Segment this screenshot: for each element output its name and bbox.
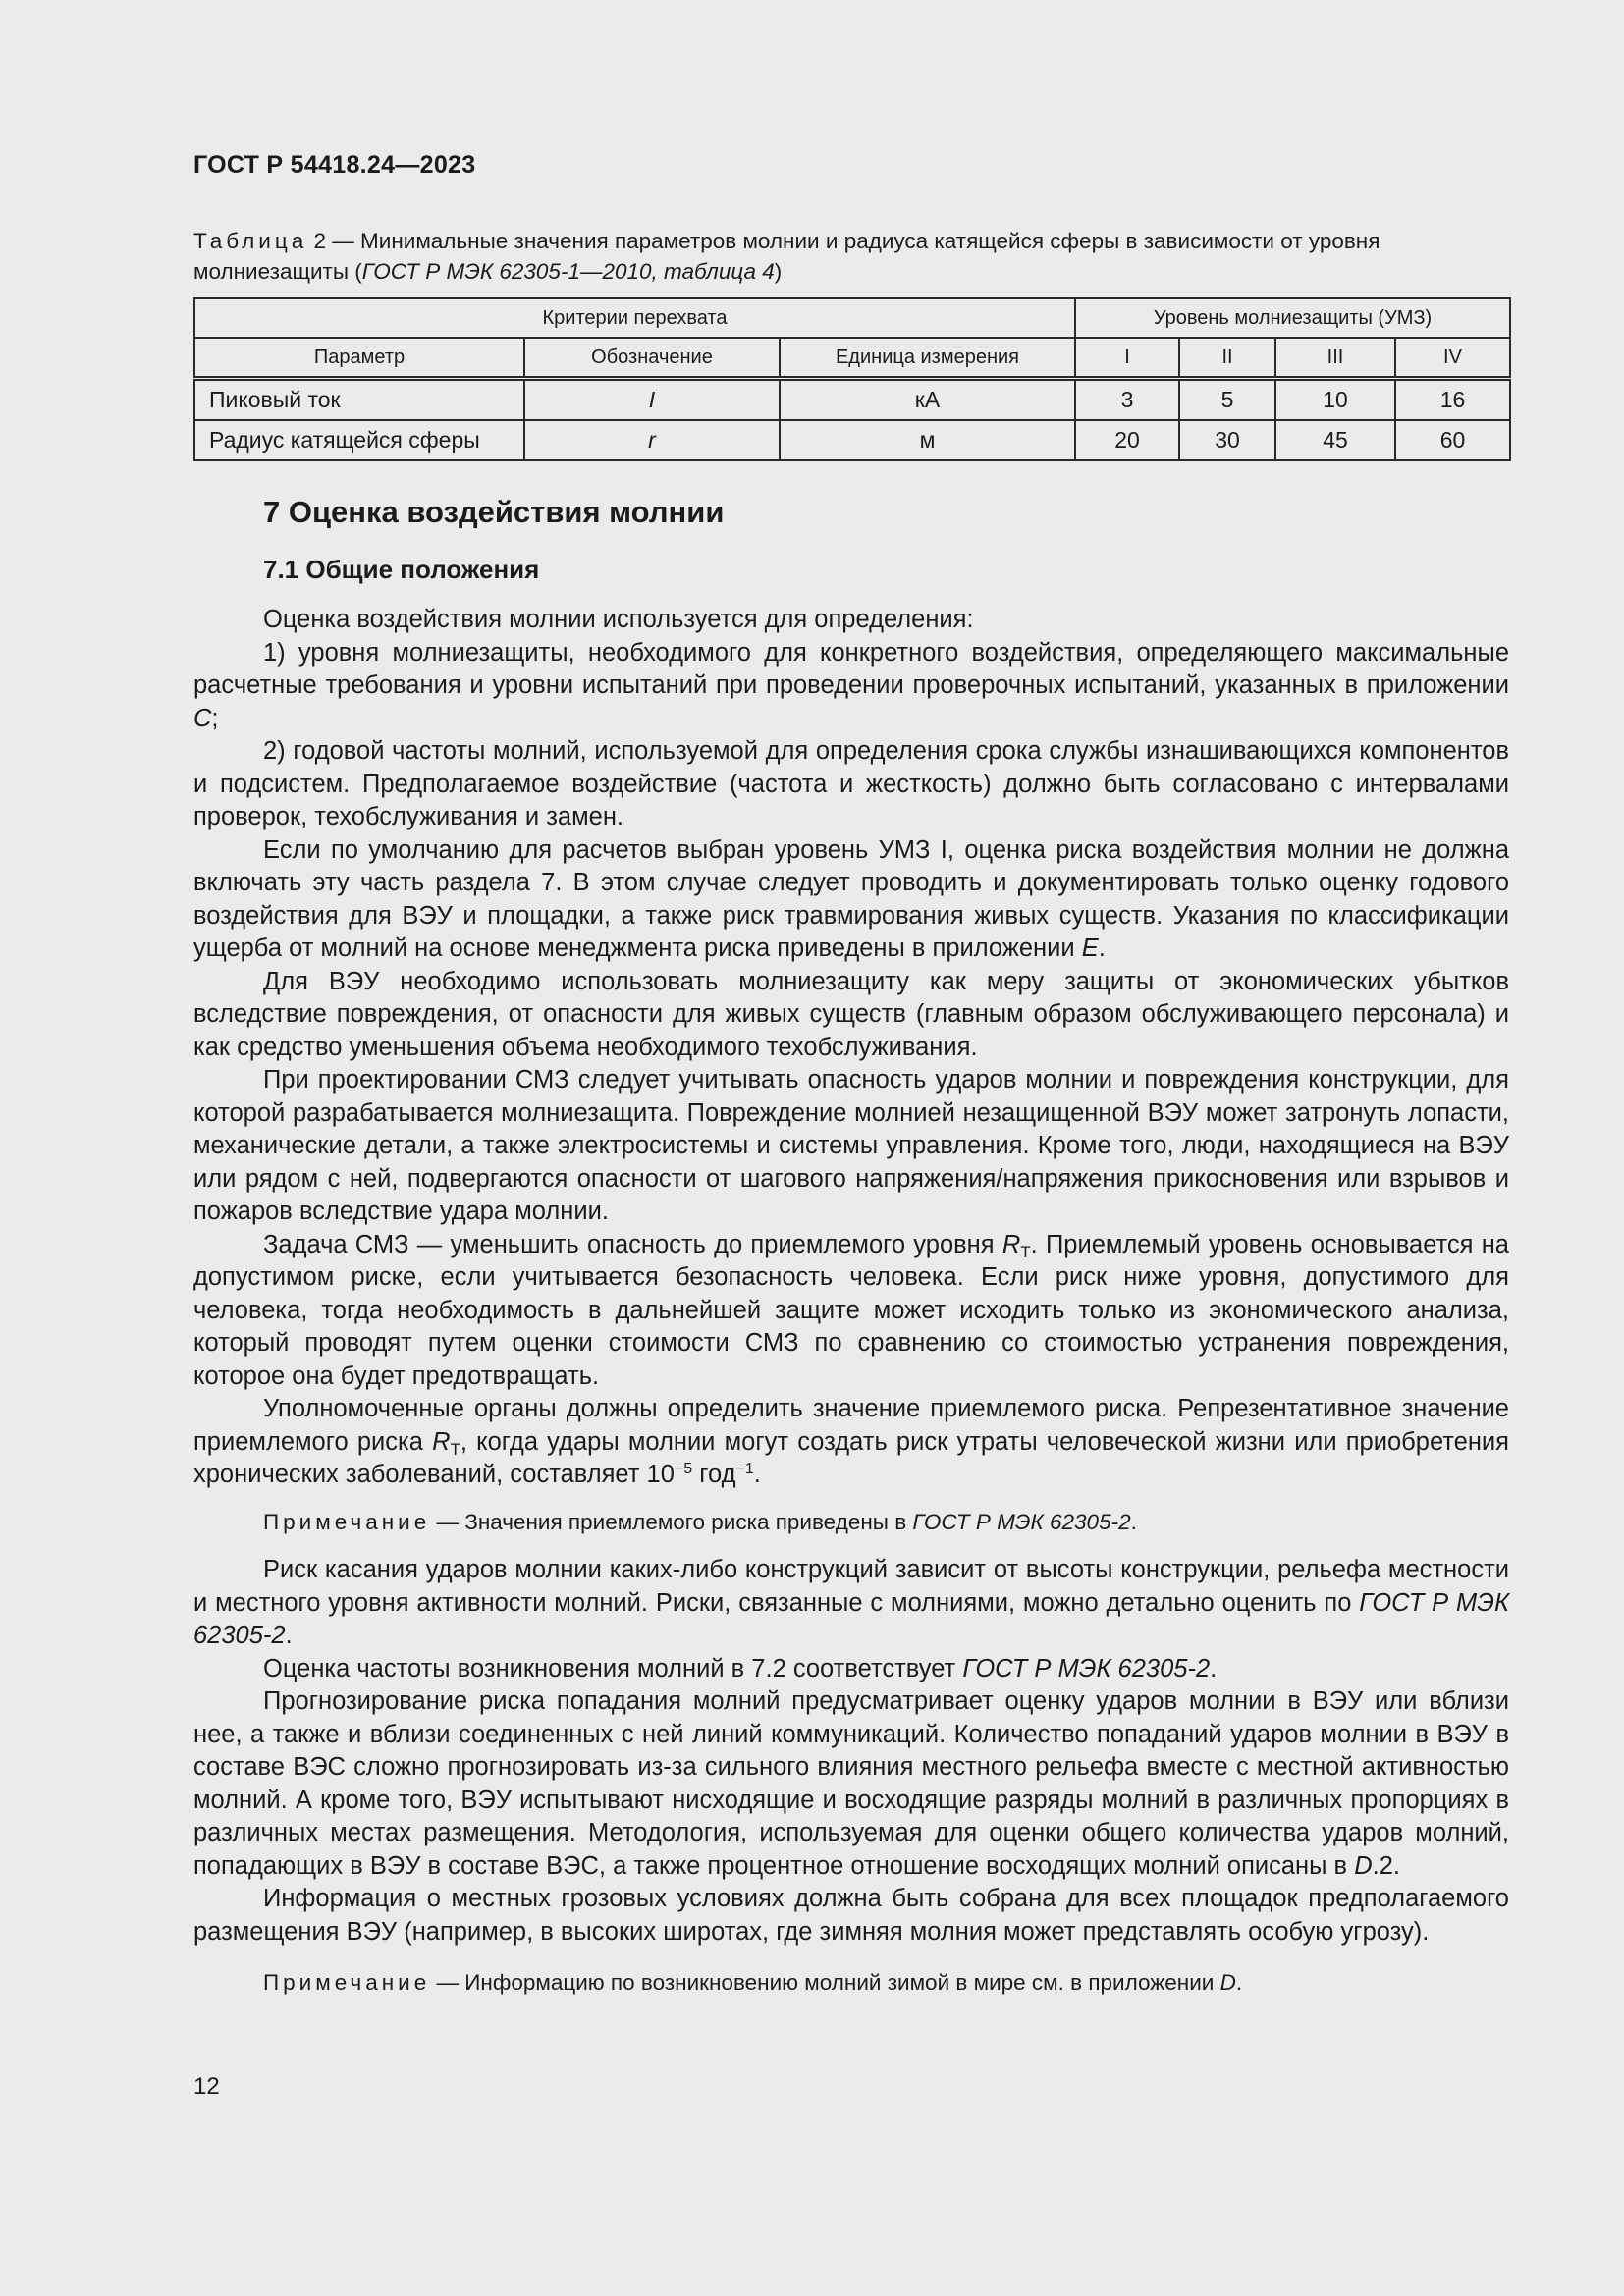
- row-symbol-text: r: [648, 427, 656, 453]
- note: [193, 1966, 1509, 2000]
- paragraph-text: Если по умолчанию для расчетов выбран уровень УМЗ I, оценка риска воздействия молнии не должна включать эту часть раздела 7. В этом случае следует проводить и документировать только оценку годового воздействия для ВЭУ и площадки, а также риск травмирования живых существ. Указания по классификации ущерба от молний на основе менеджмента риска приведены в приложении: [193, 835, 1509, 962]
- column-header-level-i: I: [1075, 338, 1179, 379]
- paragraph-text: . Приемлемый уровень основывается на допустимом риске, если учитывается безопасность человека. Если риск ниже уровня, допустимого для человека, тогда необходимость в дальнейшей защите может исходить только из экономического анализа, который проводят путем оценки стоимости СМЗ по сравнению со стоимостью устранения повреждения, которое она будет предотвращать.: [193, 1230, 1509, 1390]
- table-column-header-row: [194, 338, 1510, 379]
- row-symbol: [524, 379, 780, 421]
- paragraph-text: .: [753, 1461, 761, 1488]
- risk-symbol-subscript: T: [1020, 1242, 1031, 1261]
- row-symbol: [524, 420, 780, 460]
- table-caption-reference: ГОСТ Р МЭК 62305-1—2010, таблица 4: [361, 259, 775, 284]
- paragraph: [193, 1685, 1509, 1883]
- column-header-level-iv: IV: [1395, 338, 1510, 379]
- paragraph: Оценка воздействия молнии используется для определения:: [263, 606, 974, 633]
- group-header-criteria: Критерии перехвата: [194, 298, 1075, 338]
- row-value-level-i: 20: [1075, 420, 1179, 460]
- annex-reference: D: [1219, 1970, 1236, 1995]
- row-value-level-iv: 60: [1395, 420, 1510, 460]
- row-value-level-ii: 30: [1179, 420, 1275, 460]
- paragraph-text: 1) уровня молниезащиты, необходимого для конкретного воздействия, определяющего максимальные расчетные требования и уровни испытаний при проведении проверочных испытаний, указанных в приложении: [193, 638, 1509, 699]
- table-caption-close: ): [774, 259, 783, 284]
- paragraph: 2) годовой частоты молний, используемой для определения срока службы изнашивающихся компонентов и подсистем. Предполагаемое воздействие (частота и жесткость) должно быть согласовано с интервалами проверок, техобслуживания и замен.: [193, 737, 1509, 830]
- standard-reference: ГОСТ Р МЭК 62305-2: [193, 1588, 1509, 1649]
- page-number: 12: [193, 2073, 220, 2100]
- paragraph: [193, 1554, 1509, 1653]
- annex-reference: С: [193, 704, 212, 732]
- paragraph-text: .: [1098, 934, 1106, 962]
- paragraph-text: .: [285, 1622, 293, 1649]
- annex-reference: Е: [1081, 934, 1099, 962]
- column-header-level-ii: II: [1179, 338, 1275, 379]
- paragraph-text: Прогнозирование риска попадания молний предусматривает оценку ударов молнии в ВЭУ или вблизи нее, а также и вблизи соединенных с ней линий коммуникаций. Количество попаданий ударов молнии в ВЭУ в составе ВЭС сложно прогнозировать из-за сильного влияния местного рельефа вместе с местной активностью молний. А кроме того, ВЭУ испытывают нисходящие и восходящие разряды молний в различных пропорциях в различных местах размещения. Методология, используемая для оценки общего количества ударов молний, попадающих в ВЭУ в составе ВЭС, а также процентное отношение восходящих молний описаны в: [193, 1687, 1509, 1880]
- paragraph: [193, 834, 1509, 966]
- row-unit: кА: [780, 379, 1075, 421]
- row-symbol-text: I: [648, 387, 656, 412]
- table-caption-label: Таблица: [193, 229, 308, 253]
- paragraph-text: .: [1210, 1654, 1218, 1682]
- risk-symbol: R: [432, 1427, 451, 1456]
- standard-reference: ГОСТ Р МЭК 62305-2: [912, 1509, 1131, 1534]
- exponent: −5: [674, 1461, 693, 1477]
- row-value-level-iv: 16: [1395, 379, 1510, 421]
- annex-reference: D: [1354, 1851, 1373, 1880]
- risk-symbol: R: [1001, 1230, 1021, 1258]
- paragraph-text: Оценка частоты возникновения молний в 7.2 соответствует: [263, 1654, 963, 1682]
- section-heading: 7 Оценка воздействия молнии: [263, 495, 725, 529]
- paragraph: При проектировании СМЗ следует учитывать опасность ударов молнии и повреждения конструкции, для которой разрабатывается молниезащита. Повреждение молнией незащищенной ВЭУ может затронуть лопасти, механические детали, а также электросистемы и системы управления. Кроме того, люди, находящиеся на ВЭУ или рядом с ней, подвергаются опасности от шагового напряжения/напряжения прикосновения или взрывов и пожаров вследствие удара молнии.: [193, 1066, 1509, 1225]
- paragraph-text: год: [692, 1461, 736, 1488]
- row-value-level-i: 3: [1075, 379, 1179, 421]
- row-value-level-iii: 45: [1275, 420, 1395, 460]
- table-caption-number: 2: [313, 229, 327, 253]
- table-caption-text: — Минимальные значения параметров молнии и радиуса катящейся сферы в зависимости от уровня молниезащиты (: [193, 229, 1380, 284]
- note-label: Примечание: [263, 1509, 431, 1534]
- paragraph: [193, 1393, 1509, 1492]
- note: [193, 1506, 1509, 1539]
- standard-reference: ГОСТ Р МЭК 62305-2: [962, 1654, 1211, 1682]
- risk-symbol-subscript: T: [450, 1439, 460, 1459]
- subsection-heading: 7.1 Общие положения: [263, 555, 540, 584]
- row-parameter-name: Пиковый ток: [194, 379, 524, 421]
- column-header-parameter: Параметр: [194, 338, 524, 379]
- column-header-symbol: Обозначение: [524, 338, 780, 379]
- note-text: .: [1130, 1509, 1137, 1534]
- section-body: [193, 604, 1509, 2000]
- paragraph: Информация о местных грозовых условиях должна быть собрана для всех площадок предполагаемого размещения ВЭУ (например, в высоких широтах, где зимняя молния может представлять особую угрозу).: [193, 1885, 1509, 1946]
- column-header-level-iii: III: [1275, 338, 1395, 379]
- row-value-level-iii: 10: [1275, 379, 1395, 421]
- exponent: −1: [735, 1461, 754, 1477]
- paragraph: [193, 1653, 1509, 1686]
- table-row: [194, 420, 1510, 460]
- paragraph-text: , когда удары молнии могут создать риск утраты человеческой жизни или приобретения хронических заболеваний, составляет 10: [193, 1427, 1509, 1488]
- note-text: .: [1235, 1970, 1243, 1995]
- paragraph-text: ;: [211, 704, 219, 732]
- row-parameter-name: Радиус катящейся сферы: [194, 420, 524, 460]
- document-number-header: ГОСТ Р 54418.24—2023: [193, 151, 476, 179]
- row-unit: м: [780, 420, 1075, 460]
- note-label: Примечание: [263, 1970, 431, 1995]
- paragraph: [193, 1229, 1509, 1394]
- table-caption: [193, 226, 1509, 287]
- paragraph: Для ВЭУ необходимо использовать молниезащиту как меру защиты от экономических убытков вследствие повреждения, от опасности для живых существ (главным образом обслуживающего персонала) и как средство уменьшения объема необходимого техобслуживания.: [193, 967, 1509, 1061]
- note-text: — Значения приемлемого риска приведены в: [430, 1509, 913, 1534]
- group-header-protection-level: Уровень молниезащиты (УМЗ): [1075, 298, 1510, 338]
- lightning-parameters-table: [193, 297, 1511, 461]
- paragraph-text: Риск касания ударов молнии каких-либо конструкций зависит от высоты конструкции, рельефа местности и местного уровня активности молний. Риски, связанные с молниями, можно детально оценить по: [193, 1556, 1509, 1617]
- paragraph-text: Задача СМЗ — уменьшить опасность до приемлемого уровня: [263, 1230, 1002, 1258]
- note-text: — Информацию по возникновению молний зимой в мире см. в приложении: [430, 1970, 1220, 1995]
- paragraph-text: Уполномоченные органы должны определить значение приемлемого риска. Репрезентативное значение приемлемого риска: [193, 1395, 1509, 1456]
- paragraph: [193, 637, 1509, 736]
- column-header-unit: Единица измерения: [780, 338, 1075, 379]
- row-value-level-ii: 5: [1179, 379, 1275, 421]
- table-group-header-row: [194, 298, 1510, 338]
- table-row: [194, 379, 1510, 421]
- paragraph-text: .2.: [1372, 1851, 1400, 1880]
